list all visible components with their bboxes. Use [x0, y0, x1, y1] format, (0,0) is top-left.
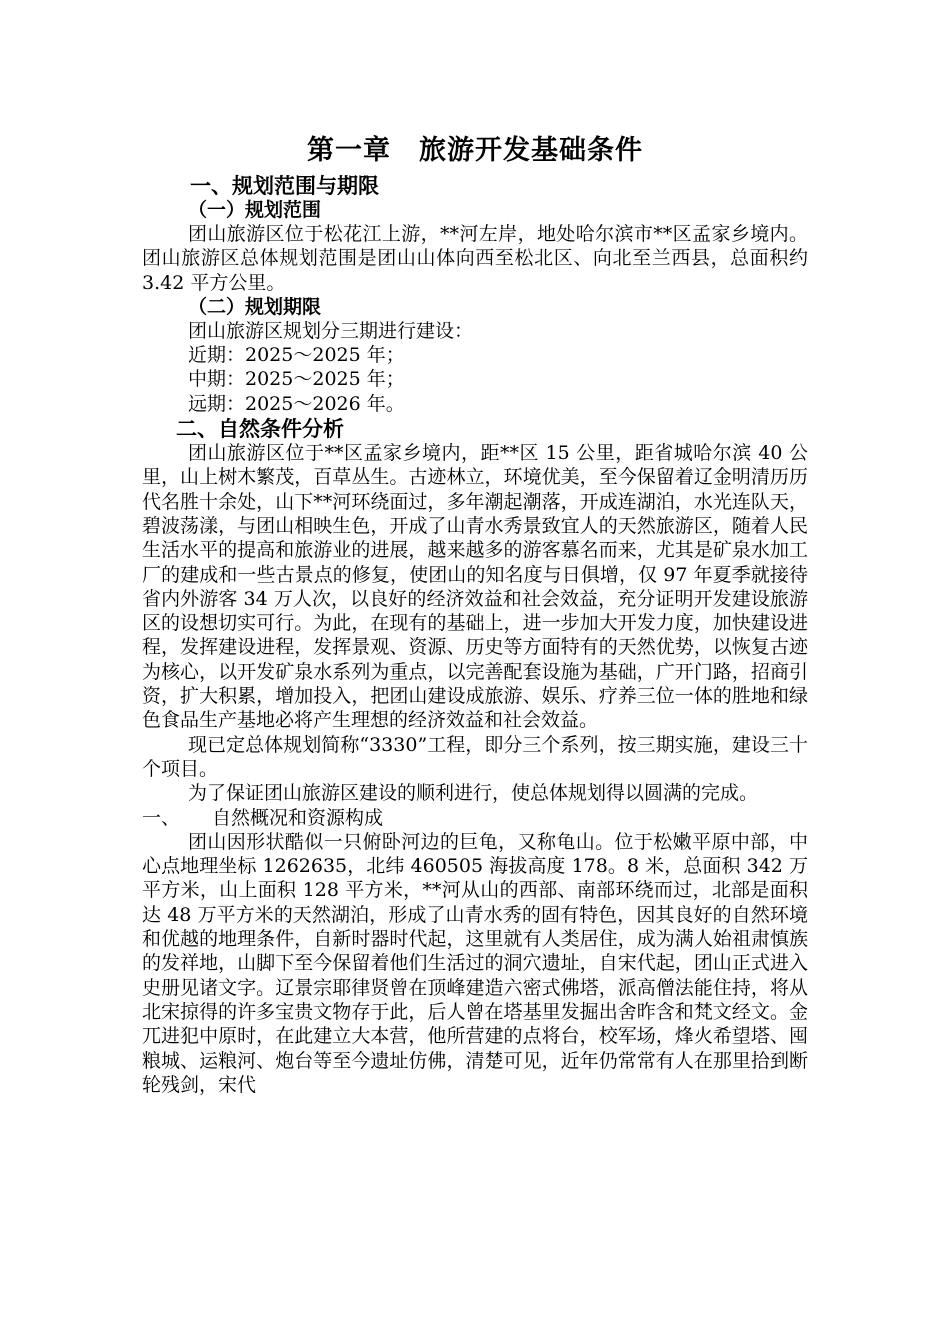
paragraph-scope: 团山旅游区位于松花江上游，**河左岸，地处哈尔滨市**区孟家乡境内。团山旅游区总体规划范围是团山山体向西至松北区、向北至兰西县，总面积约 3.42 平方公里。 [142, 223, 808, 294]
period-far: 远期：2025～2026 年。 [188, 392, 405, 415]
list-title: 自然概况和资源构成 [212, 806, 384, 829]
subsection-heading-period: （二）规划期限 [188, 295, 322, 318]
period-near: 近期：2025～2025 年； [188, 344, 405, 367]
chapter-title: 第一章 旅游开发基础条件 [307, 135, 643, 166]
list-heading-resources [142, 806, 808, 830]
paragraph-3330-project: 现已定总体规划简称“3330”工程，即分三个系列，按三期实施，建设三十个项目。 [142, 733, 808, 780]
section-heading-planning: 一、规划范围与期限 [190, 173, 379, 198]
paragraph-tuanshan-history: 团山因形状酷似一只俯卧河边的巨龟，又称龟山。位于松嫩平原中部，中心点地理坐标 1262635，北纬 460505 海拔高度 178。8 米，总面积 342 万平方米，山上面积 128 平方米，**河从山的西部、南部环绕而过，北部是面积达 48 万平方米的天然湖泊，形成了山青水秀的固有特色，因其良好的自然环境和优越的地理条件，自新时器时代起，这里就有人类居住，成为满人始祖肃慎族的发祥地，山脚下至今保留着他们生活过的洞穴遗址，自宋代起，团山正式进入史册见诸文字。辽景宗耶律贤曾在顶峰建造六密式佛塔，派高僧法能住持，将从北宋掠得的许多宝贵文物存于此，后人曾在塔基里发掘出舍昨含和梵文经文。金兀进犯中原时，在此建立大本营，他所营建的点将台，校军场，烽火希望塔、囤粮城、运粮河、炮台等至今遗址仿佛，清楚可见，近年仍常常有人在那里拾到断轮残剑，宋代 [142, 830, 808, 1096]
document-body [142, 131, 808, 1097]
paragraph-guarantee: 为了保证团山旅游区建设的顺利进行，使总体规划得以圆满的完成。 [188, 782, 759, 805]
period-mid: 中期：2025～2025 年； [188, 368, 405, 391]
paragraph-natural-overview: 团山旅游区位于**区孟家乡境内，距**区 15 公里，距省城哈尔滨 40 公里，山上树木繁茂，百草丛生。古迹林立，环境优美，至今保留着辽金明清历历代名胜十余处，山下**河环绕面过，多年潮起潮落，开成连湖泊，水光连队天，碧波荡漾，与团山相映生色，开成了山青水秀景致宜人的天然旅游区，随着人民生活水平的提高和旅游业的进展，越来越多的游客慕名而来，尤其是矿泉水加工厂的建成和一些古景点的修复，使团山的知名度与日俱增，仅 97 年夏季就接待省内外游客 34 万人次，以良好的经济效益和社会效益，充分证明开发建设旅游区的设想切实可行。为此，在现有的基础上，进一步加大开发力度，加快建设进程，发挥建设进程，发挥景观、资源、历史等方面特有的天然优势，以恢复古迹为核心，以开发矿泉水系列为重点，以完善配套设施为基础，广开门路，招商引资，扩大积累，增加投入，把团山建设成旅游、娱乐、疗养三位一体的胜地和绿色食品生产基地必将产生理想的经济效益和社会效益。 [142, 442, 808, 732]
section-heading-natural: 二、自然条件分析 [176, 416, 344, 442]
period-intro: 团山旅游区规划分三期进行建设： [188, 319, 474, 342]
subsection-heading-scope: （一）规划范围 [188, 199, 322, 221]
list-number: 一、 [142, 806, 181, 829]
